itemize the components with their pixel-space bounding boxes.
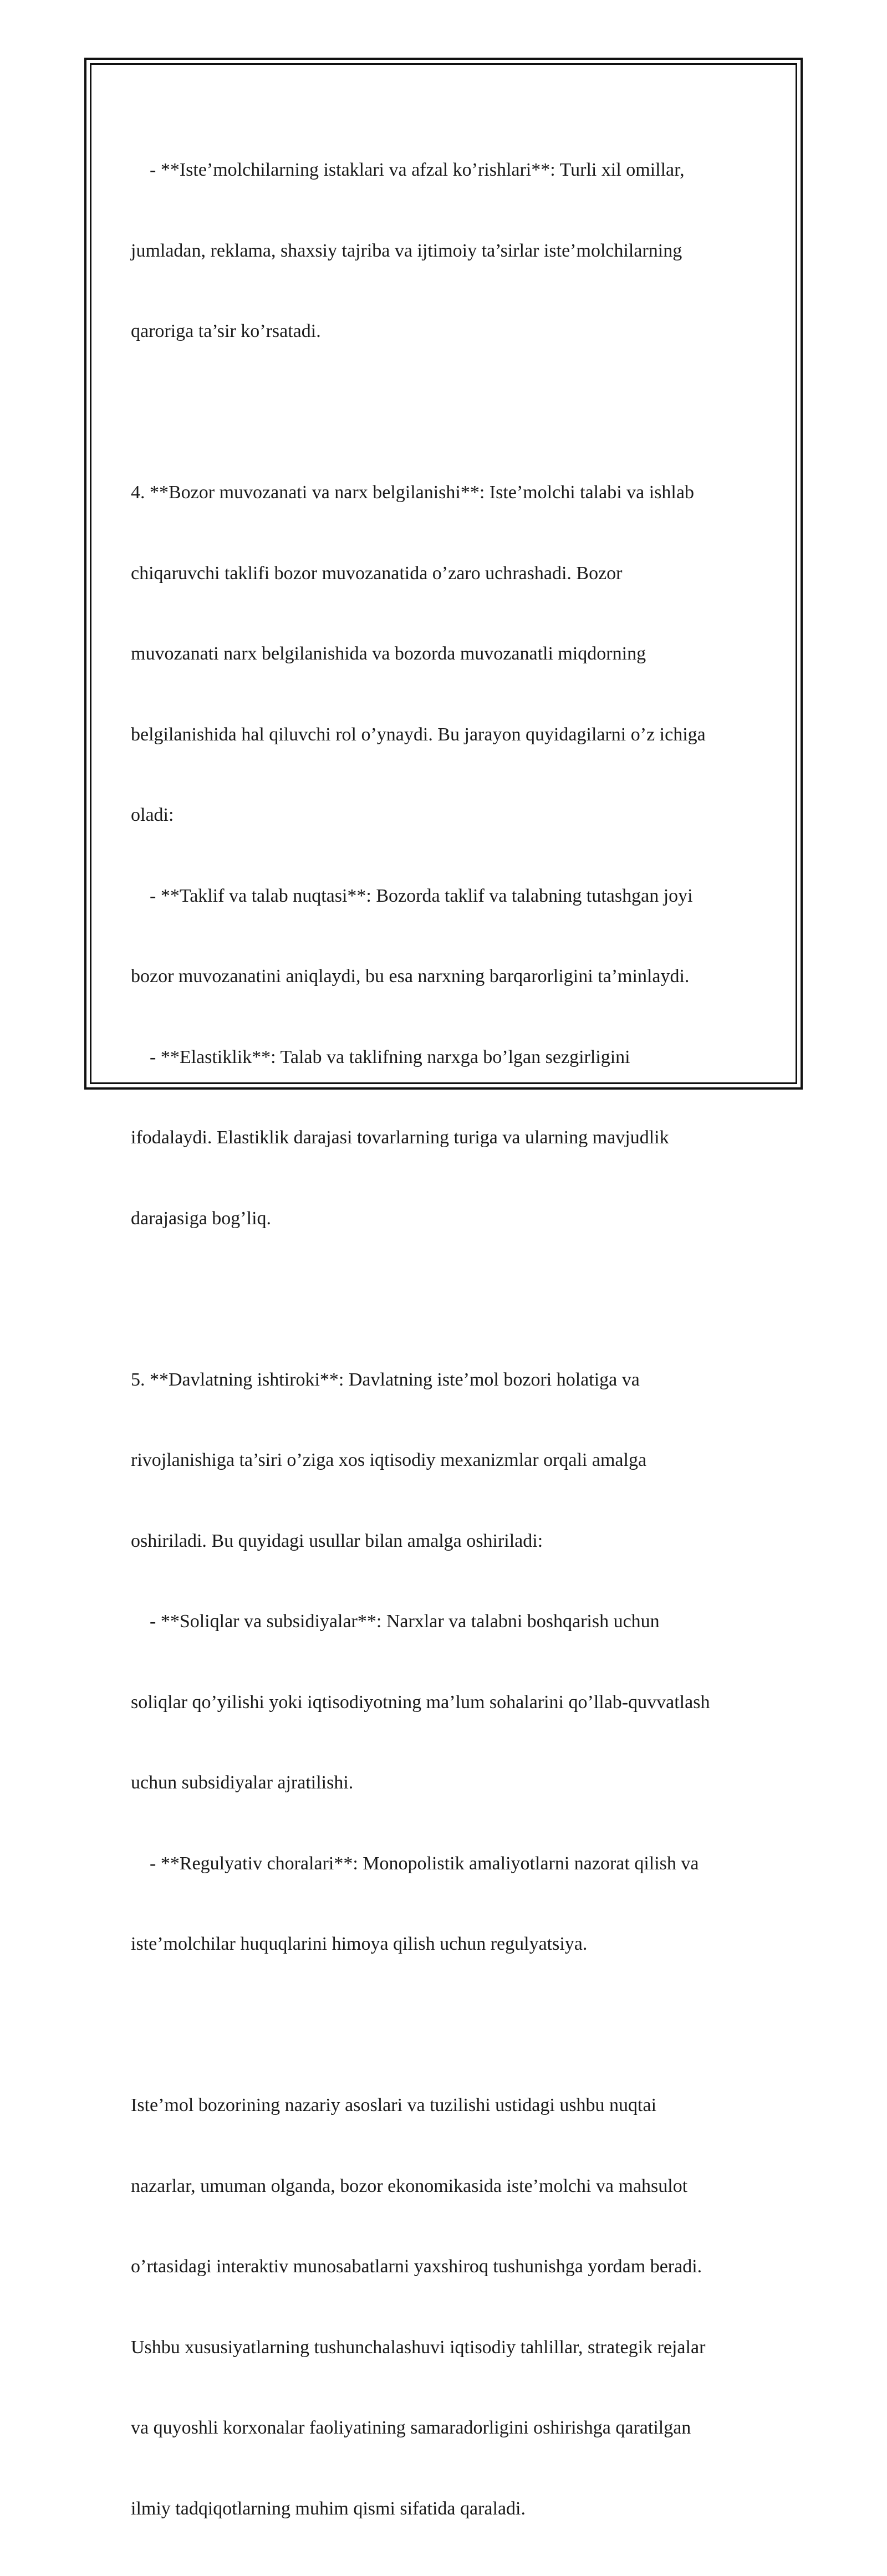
text-line: ifodalaydi. Elastiklik darajasi tovarlarning turiga va ularning mavjudlik	[131, 1127, 669, 1148]
text-line: oladi:	[131, 805, 174, 825]
paragraph-consumer-preferences	[131, 103, 757, 399]
text-line: soliqlar qo’yilishi yoki iqtisodiyotning ma’lum sohalarini qo’llab-quvvatlash	[131, 1691, 710, 1713]
text-line: Iste’mol bozorining nazariy asoslari va tuzilishi ustidagi ushbu nuqtai	[131, 2095, 657, 2115]
paragraph-conclusion	[131, 2038, 757, 2576]
text-line: 4. **Bozor muvozanati va narx belgilanishi**: Iste’molchi talabi va ishlab	[131, 482, 694, 503]
text-line: qaroriga ta’sir ko’rsatadi.	[131, 321, 321, 341]
text-line: rivojlanishiga ta’siri o’ziga xos iqtisodiy mexanizmlar orqali amalga	[131, 1450, 647, 1470]
text-line: ilmiy tadqiqotlarning muhim qismi sifatida qaraladi.	[131, 2498, 526, 2519]
text-line: - **Soliqlar va subsidiyalar**: Narxlar va talabni boshqarish uchun	[131, 1611, 660, 1632]
text-line: jumladan, reklama, shaxsiy tajriba va ijtimoiy ta’sirlar iste’molchilarning	[131, 240, 682, 261]
document-body	[131, 103, 757, 2576]
text-line: chiqaruvchi taklifi bozor muvozanatida o’zaro uchrashadi. Bozor	[131, 563, 623, 584]
text-line: nazarlar, umuman olganda, bozor ekonomikasida iste’molchi va mahsulot	[131, 2175, 688, 2196]
text-line: - **Elastiklik**: Talab va taklifning narxga bo’lgan sezgirligini	[131, 1046, 630, 1067]
paragraph-gap	[131, 2012, 757, 2039]
text-line: o’rtasidagi interaktiv munosabatlarni yaxshiroq tushunishga yordam beradi.	[131, 2256, 702, 2277]
text-line: 5. **Davlatning ishtiroki**: Davlatning iste’mol bozori holatiga va	[131, 1369, 640, 1390]
text-line: - **Taklif va talab nuqtasi**: Bozorda taklif va talabning tutashgan joyi	[131, 885, 693, 906]
text-line: oshiriladi. Bu quyidagi usullar bilan amalga oshiriladi:	[131, 1530, 543, 1551]
text-line: Ushbu xususiyatlarning tushunchalashuvi iqtisodiy tahlillar, strategik rejalar	[131, 2337, 706, 2358]
text-line: - **Regulyativ choralari**: Monopolistik amaliyotlarni nazorat qilish va	[131, 1853, 699, 1874]
text-line: uchun subsidiyalar ajratilishi.	[131, 1772, 354, 1793]
paragraph-state-participation	[131, 1313, 757, 2012]
text-line: bozor muvozanatini aniqlaydi, bu esa narxning barqarorligini ta’minlaydi.	[131, 966, 690, 987]
text-line: - **Iste’molchilarning istaklari va afzal ko’rishlari**: Turli xil omillar,	[131, 160, 685, 180]
text-line: darajasiga bog’liq.	[131, 1208, 272, 1229]
text-line: iste’molchilar huquqlarini himoya qilish uchun regulyatsiya.	[131, 1934, 588, 1954]
paragraph-market-equilibrium	[131, 426, 757, 1286]
paragraph-gap	[131, 1286, 757, 1313]
text-line: belgilanishida hal qiluvchi rol o’ynaydi. Bu jarayon quyidagilarni o’z ichiga	[131, 724, 706, 745]
paragraph-gap	[131, 399, 757, 426]
text-line: muvozanati narx belgilanishida va bozorda muvozanatli miqdorning	[131, 643, 646, 664]
text-line: va quyoshli korxonalar faoliyatining samaradorligini oshirishga qaratilgan	[131, 2417, 691, 2438]
